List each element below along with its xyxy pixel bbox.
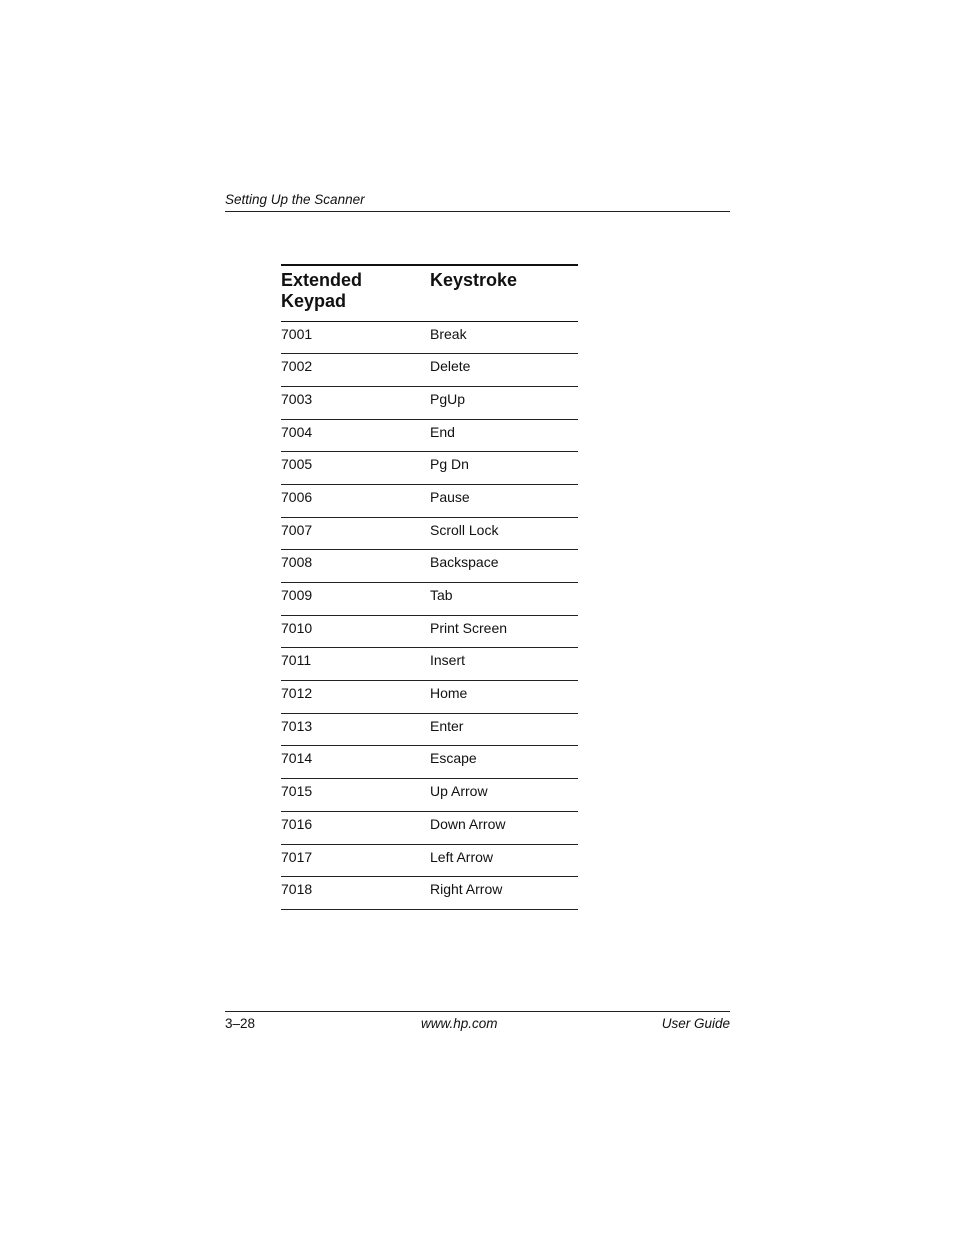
keypad-code-cell: 7018 [281,877,430,910]
table-row [281,877,578,910]
table-row [281,648,578,681]
keypad-code-cell: 7010 [281,615,430,648]
table-row [281,713,578,746]
keystroke-cell: End [430,419,578,452]
table-row [281,386,578,419]
keystroke-cell: Scroll Lock [430,517,578,550]
table-row [281,583,578,616]
table-row [281,746,578,779]
keystroke-cell: Enter [430,713,578,746]
keypad-code-cell: 7012 [281,681,430,714]
table-row [281,844,578,877]
keystroke-cell: Up Arrow [430,779,578,812]
keystroke-cell: Left Arrow [430,844,578,877]
keypad-code-cell: 7003 [281,386,430,419]
keypad-code-cell: 7013 [281,713,430,746]
column-header-line-1: Extended [281,270,363,290]
keypad-code-cell: 7017 [281,844,430,877]
keystroke-cell: Break [430,321,578,354]
page-number: 3–28 [225,1016,256,1031]
site-url: www.hp.com [421,1016,498,1031]
keypad-code-cell: 7014 [281,746,430,779]
keypad-code-cell: 7006 [281,484,430,517]
running-footer [225,1011,730,1031]
table-row [281,517,578,550]
table-row [281,321,578,354]
keystroke-cell: Pg Dn [430,452,578,485]
column-header-keystroke: Keystroke [430,265,578,321]
table-body [281,321,578,909]
table-row [281,615,578,648]
table-row [281,484,578,517]
table-row [281,354,578,387]
keystroke-cell: Right Arrow [430,877,578,910]
keypad-code-cell: 7001 [281,321,430,354]
table-row [281,550,578,583]
table-row [281,681,578,714]
section-title: Setting Up the Scanner [225,192,365,207]
keypad-code-cell: 7007 [281,517,430,550]
guide-name: User Guide [661,1016,730,1031]
keypad-code-cell: 7016 [281,811,430,844]
keypad-code-cell: 7002 [281,354,430,387]
keystroke-cell: Escape [430,746,578,779]
keystroke-cell: Pause [430,484,578,517]
table-row [281,779,578,812]
keystroke-cell: Down Arrow [430,811,578,844]
keystroke-cell: PgUp [430,386,578,419]
keystroke-cell: Print Screen [430,615,578,648]
running-header [225,191,730,212]
table-header-row [281,265,578,321]
keypad-code-cell: 7009 [281,583,430,616]
keypad-code-cell: 7004 [281,419,430,452]
keystroke-cell: Home [430,681,578,714]
table-row [281,419,578,452]
column-header-extended-keypad [281,265,430,321]
column-header-line-2: Keypad [281,291,347,311]
table-row [281,452,578,485]
keystroke-cell: Tab [430,583,578,616]
keypad-code-cell: 7011 [281,648,430,681]
keypad-code-cell: 7005 [281,452,430,485]
table-row [281,811,578,844]
extended-keypad-table [281,264,578,910]
keystroke-cell: Delete [430,354,578,387]
keypad-code-cell: 7008 [281,550,430,583]
keystroke-cell: Insert [430,648,578,681]
keypad-code-cell: 7015 [281,779,430,812]
keystroke-cell: Backspace [430,550,578,583]
